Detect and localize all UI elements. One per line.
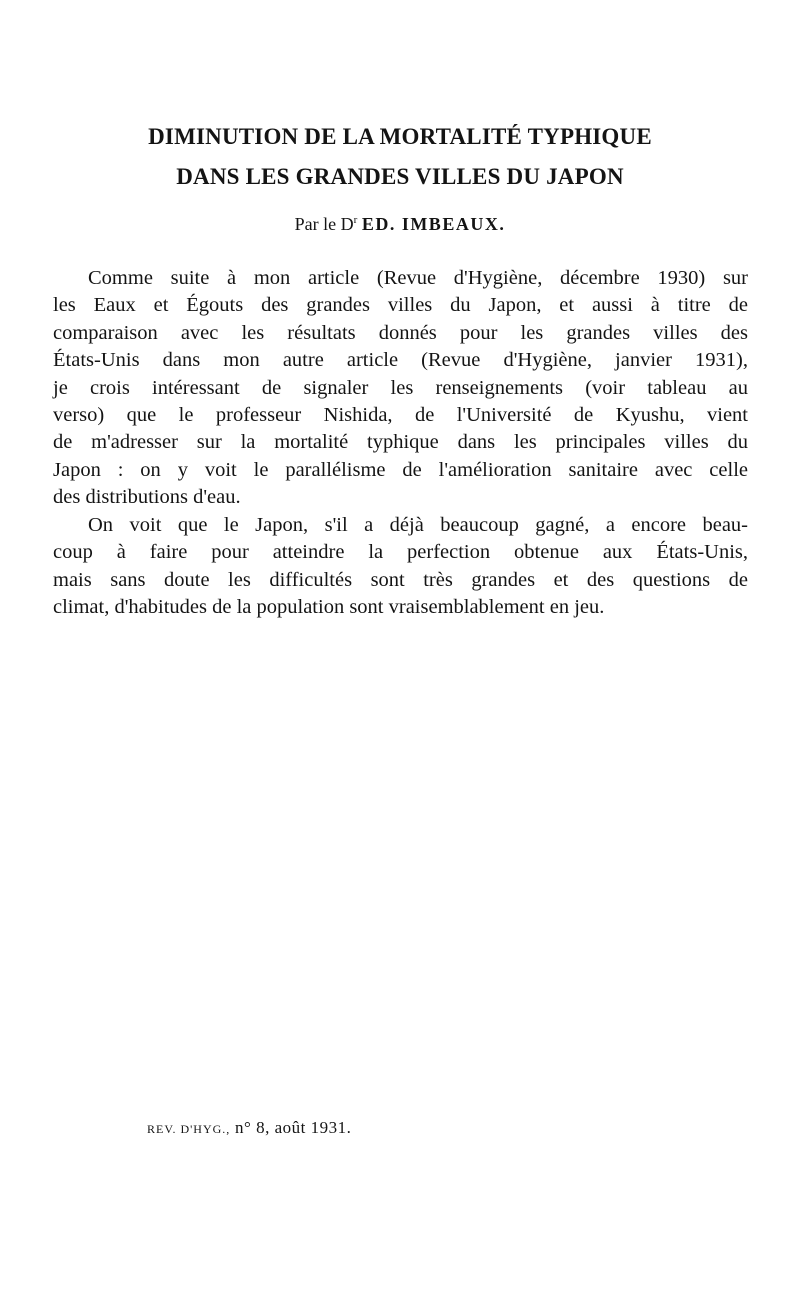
text-line: comparaison avec les résultats donnés pour les grandes villes des [53, 321, 748, 344]
text-line: Japon : on y voit le parallélisme de l'amélioration sanitaire avec celle [53, 458, 748, 481]
byline [0, 214, 800, 235]
text-line: des distributions d'eau. [53, 486, 241, 509]
author-name: ED. IMBEAUX. [361, 214, 506, 234]
paragraph-2 [53, 512, 748, 622]
paragraph-1 [53, 265, 748, 512]
page-footer [147, 1118, 351, 1138]
text-line: coup à faire pour atteindre la perfection obtenue aux États-Unis, [53, 541, 748, 564]
text-line: de m'adresser sur la mortalité typhique dans les principales villes du [53, 431, 748, 454]
text-line: verso) que le professeur Nishida, de l'Université de Kyushu, vient [53, 403, 748, 426]
article-title-line-1: DIMINUTION DE LA MORTALITÉ TYPHIQUE [148, 124, 652, 149]
text-line: les Eaux et Égouts des grandes villes du Japon, et aussi à titre de [53, 294, 748, 317]
byline-prefix: Par le $D^r$ [294, 214, 358, 234]
text-line: climat, d'habitudes de la population sont vraisemblablement en jeu. [53, 596, 605, 619]
byline-dr-sup: r [353, 214, 358, 226]
text-line: Comme suite à mon article (Revue d'Hygiène, décembre 1930) sur [88, 267, 748, 289]
text-line: On voit que le Japon, s'il a déjà beaucoup gagné, a encore beau- [88, 514, 748, 536]
footer-issue: n° 8, août 1931. [235, 1118, 352, 1137]
text-line: États-Unis dans mon autre article (Revue d'Hygiène, janvier 1931), [53, 349, 748, 372]
article-title-line-2: DANS LES GRANDES VILLES DU JAPON [176, 164, 624, 189]
text-line: mais sans doute les difficultés sont très grandes et des questions de [53, 568, 748, 591]
text-line: je crois intéressant de signaler les renseignements (voir tableau au [53, 376, 748, 399]
footer-journal: REV. D'HYG., [147, 1122, 231, 1136]
